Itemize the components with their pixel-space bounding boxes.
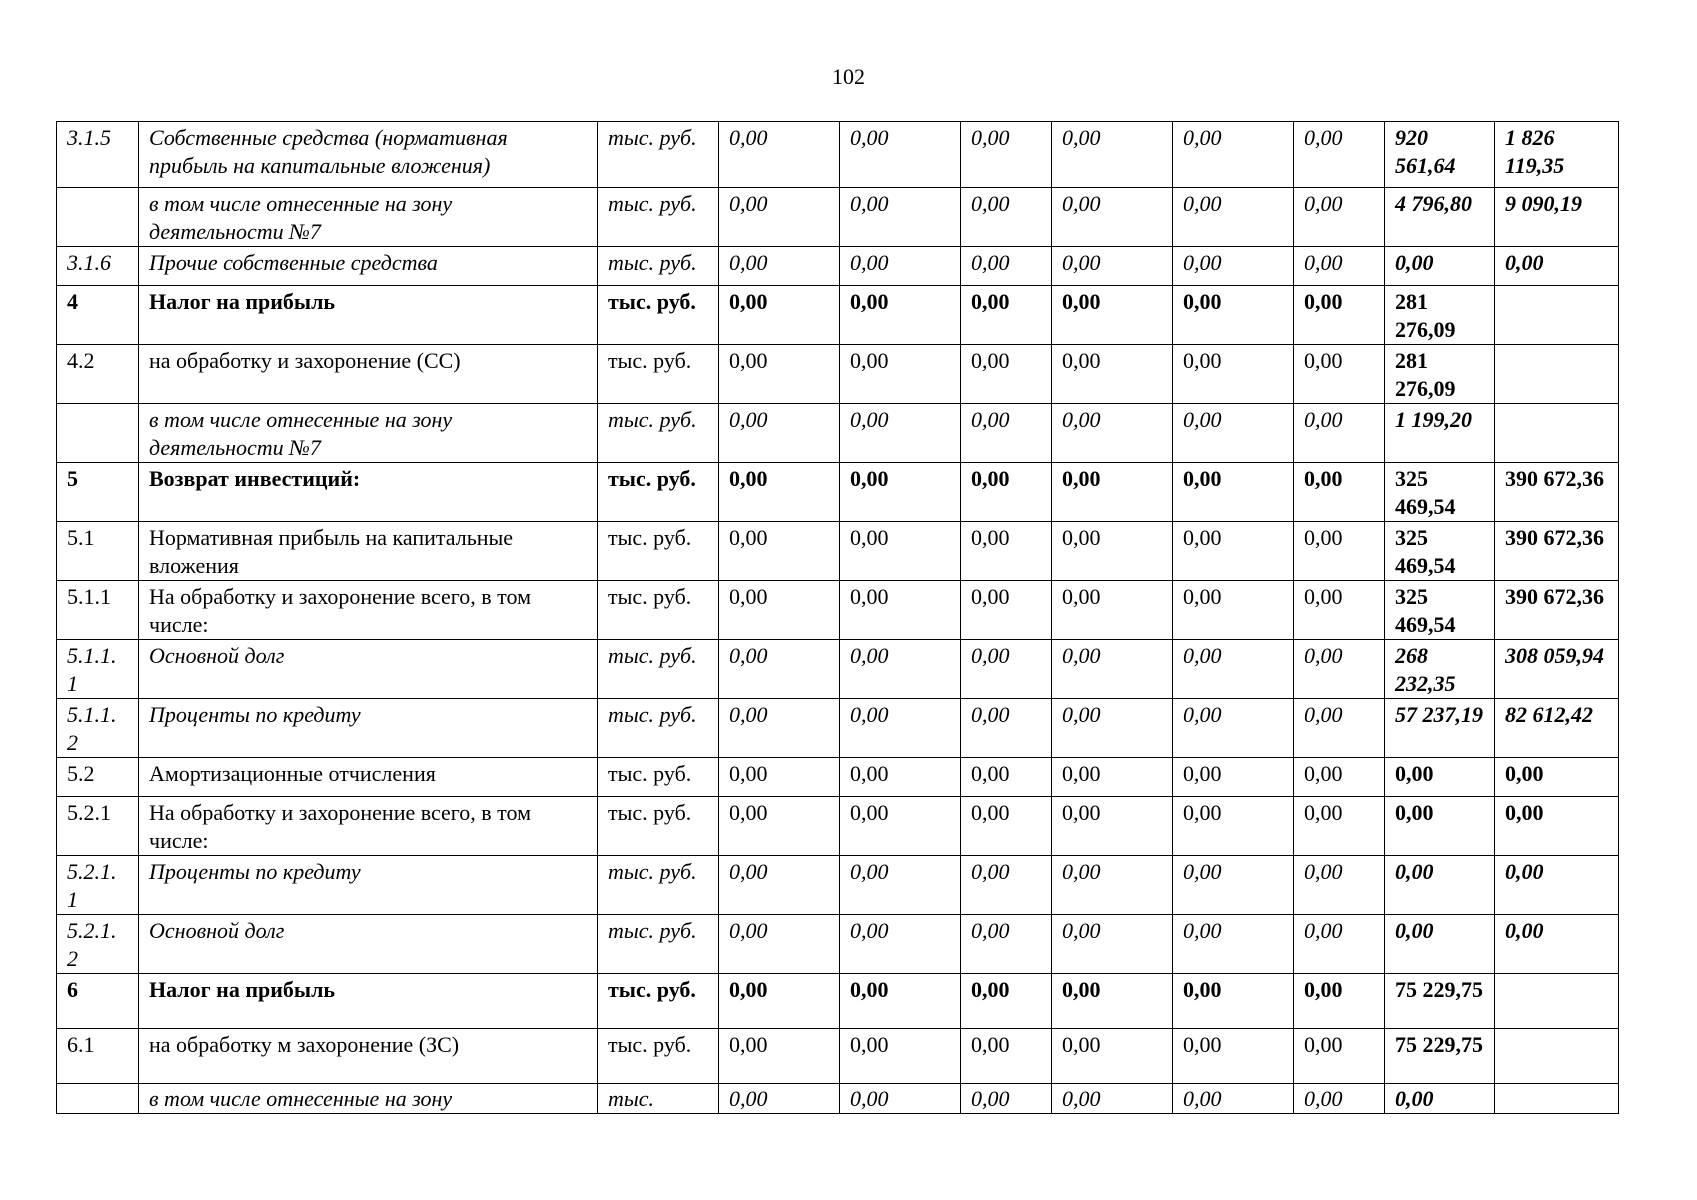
value-cell: 0,00 <box>840 404 961 463</box>
unit-cell: тыс. руб. <box>598 1029 719 1084</box>
row-number-cell <box>57 404 139 463</box>
value-cell: 0,00 <box>1173 1029 1294 1084</box>
value-cell: 0,00 <box>719 404 840 463</box>
unit-cell: тыс. руб. <box>598 522 719 581</box>
row-name-cell: Нормативная прибыль на капитальные вложения <box>139 522 598 581</box>
row-number-cell: 5.2.1 <box>57 797 139 856</box>
table-row <box>57 974 1619 1029</box>
row-number-cell <box>57 1084 139 1114</box>
value-cell: 0,00 <box>840 581 961 640</box>
value-cell: 0,00 <box>961 1029 1052 1084</box>
value-cell: 0,00 <box>719 1029 840 1084</box>
unit-cell: тыс. <box>598 1084 719 1114</box>
total-cell-1: 75 229,75 <box>1385 974 1495 1029</box>
table-row <box>57 915 1619 974</box>
row-number-cell: 5.2 <box>57 758 139 797</box>
value-cell: 0,00 <box>1173 640 1294 699</box>
value-cell: 0,00 <box>1294 699 1385 758</box>
value-cell: 0,00 <box>840 797 961 856</box>
value-cell: 0,00 <box>1294 581 1385 640</box>
unit-cell: тыс. руб. <box>598 463 719 522</box>
value-cell: 0,00 <box>719 286 840 345</box>
total-cell-1: 281 276,09 <box>1385 345 1495 404</box>
row-name-cell: Проценты по кредиту <box>139 856 598 915</box>
unit-cell: тыс. руб. <box>598 247 719 286</box>
value-cell: 0,00 <box>1052 463 1173 522</box>
value-cell: 0,00 <box>1294 640 1385 699</box>
value-cell: 0,00 <box>1052 1029 1173 1084</box>
value-cell: 0,00 <box>1052 856 1173 915</box>
total-cell-1: 1 199,20 <box>1385 404 1495 463</box>
value-cell: 0,00 <box>961 640 1052 699</box>
total-cell-1: 325 469,54 <box>1385 463 1495 522</box>
value-cell: 0,00 <box>1173 1084 1294 1114</box>
value-cell: 0,00 <box>719 1084 840 1114</box>
value-cell: 0,00 <box>961 758 1052 797</box>
row-number-cell: 5.2.1. 2 <box>57 915 139 974</box>
value-cell: 0,00 <box>719 758 840 797</box>
value-cell: 0,00 <box>1173 188 1294 247</box>
value-cell: 0,00 <box>1294 463 1385 522</box>
table-row <box>57 463 1619 522</box>
value-cell: 0,00 <box>840 1029 961 1084</box>
total-cell-2: 0,00 <box>1495 915 1619 974</box>
value-cell: 0,00 <box>1173 286 1294 345</box>
value-cell: 0,00 <box>719 699 840 758</box>
value-cell: 0,00 <box>961 581 1052 640</box>
total-cell-1: 75 229,75 <box>1385 1029 1495 1084</box>
value-cell: 0,00 <box>840 522 961 581</box>
unit-cell: тыс. руб. <box>598 856 719 915</box>
value-cell: 0,00 <box>1173 856 1294 915</box>
table-row <box>57 188 1619 247</box>
row-name-cell: Амортизационные отчисления <box>139 758 598 797</box>
value-cell: 0,00 <box>1294 522 1385 581</box>
row-number-cell: 3.1.6 <box>57 247 139 286</box>
row-number-cell: 5 <box>57 463 139 522</box>
value-cell: 0,00 <box>719 856 840 915</box>
value-cell: 0,00 <box>1173 699 1294 758</box>
row-name-cell: в том числе отнесенные на зону деятельности №7 <box>139 404 598 463</box>
value-cell: 0,00 <box>1173 581 1294 640</box>
value-cell: 0,00 <box>1294 915 1385 974</box>
unit-cell: тыс. руб. <box>598 404 719 463</box>
value-cell: 0,00 <box>840 122 961 188</box>
total-cell-1: 0,00 <box>1385 856 1495 915</box>
value-cell: 0,00 <box>961 247 1052 286</box>
total-cell-2: 1 826 119,35 <box>1495 122 1619 188</box>
row-name-cell: Основной долг <box>139 640 598 699</box>
value-cell: 0,00 <box>1173 404 1294 463</box>
value-cell: 0,00 <box>840 758 961 797</box>
unit-cell: тыс. руб. <box>598 640 719 699</box>
total-cell-2: 308 059,94 <box>1495 640 1619 699</box>
value-cell: 0,00 <box>719 247 840 286</box>
total-cell-2: 390 672,36 <box>1495 463 1619 522</box>
value-cell: 0,00 <box>1294 345 1385 404</box>
table-row <box>57 345 1619 404</box>
table-row <box>57 758 1619 797</box>
row-number-cell: 4.2 <box>57 345 139 404</box>
total-cell-2: 0,00 <box>1495 247 1619 286</box>
value-cell: 0,00 <box>840 856 961 915</box>
total-cell-1: 0,00 <box>1385 1084 1495 1114</box>
value-cell: 0,00 <box>840 463 961 522</box>
total-cell-2: 390 672,36 <box>1495 522 1619 581</box>
total-cell-1: 325 469,54 <box>1385 522 1495 581</box>
total-cell-1: 0,00 <box>1385 915 1495 974</box>
table-row <box>57 522 1619 581</box>
row-name-cell: Налог на прибыль <box>139 974 598 1029</box>
table-row <box>57 699 1619 758</box>
value-cell: 0,00 <box>961 699 1052 758</box>
value-cell: 0,00 <box>719 915 840 974</box>
total-cell-2 <box>1495 1084 1619 1114</box>
total-cell-2: 390 672,36 <box>1495 581 1619 640</box>
total-cell-2: 9 090,19 <box>1495 188 1619 247</box>
value-cell: 0,00 <box>961 797 1052 856</box>
row-name-cell: на обработку и захоронение (СС) <box>139 345 598 404</box>
total-cell-1: 325 469,54 <box>1385 581 1495 640</box>
row-number-cell: 6 <box>57 974 139 1029</box>
table-body <box>57 122 1619 1114</box>
value-cell: 0,00 <box>1173 797 1294 856</box>
unit-cell: тыс. руб. <box>598 286 719 345</box>
value-cell: 0,00 <box>961 404 1052 463</box>
total-cell-1: 0,00 <box>1385 758 1495 797</box>
value-cell: 0,00 <box>1294 122 1385 188</box>
value-cell: 0,00 <box>1294 856 1385 915</box>
unit-cell: тыс. руб. <box>598 797 719 856</box>
value-cell: 0,00 <box>1294 797 1385 856</box>
row-name-cell: Собственные средства (нормативная прибыль на капитальные вложения) <box>139 122 598 188</box>
value-cell: 0,00 <box>1052 404 1173 463</box>
total-cell-2 <box>1495 974 1619 1029</box>
value-cell: 0,00 <box>719 122 840 188</box>
table-row <box>57 640 1619 699</box>
table-row <box>57 404 1619 463</box>
value-cell: 0,00 <box>1052 1084 1173 1114</box>
total-cell-2 <box>1495 345 1619 404</box>
row-name-cell: На обработку и захоронение всего, в том числе: <box>139 581 598 640</box>
unit-cell: тыс. руб. <box>598 699 719 758</box>
value-cell: 0,00 <box>961 345 1052 404</box>
value-cell: 0,00 <box>1052 758 1173 797</box>
row-name-cell: в том числе отнесенные на зону <box>139 1084 598 1114</box>
value-cell: 0,00 <box>961 463 1052 522</box>
row-name-cell: Проценты по кредиту <box>139 699 598 758</box>
value-cell: 0,00 <box>719 463 840 522</box>
row-number-cell: 4 <box>57 286 139 345</box>
value-cell: 0,00 <box>1173 247 1294 286</box>
value-cell: 0,00 <box>1173 463 1294 522</box>
unit-cell: тыс. руб. <box>598 915 719 974</box>
financial-table <box>56 121 1619 1114</box>
table-row <box>57 1029 1619 1084</box>
table-row <box>57 286 1619 345</box>
unit-cell: тыс. руб. <box>598 758 719 797</box>
value-cell: 0,00 <box>1052 640 1173 699</box>
value-cell: 0,00 <box>1052 915 1173 974</box>
value-cell: 0,00 <box>961 915 1052 974</box>
total-cell-2 <box>1495 1029 1619 1084</box>
row-name-cell: Основной долг <box>139 915 598 974</box>
value-cell: 0,00 <box>961 522 1052 581</box>
unit-cell: тыс. руб. <box>598 974 719 1029</box>
unit-cell: тыс. руб. <box>598 122 719 188</box>
value-cell: 0,00 <box>1052 345 1173 404</box>
total-cell-2: 0,00 <box>1495 856 1619 915</box>
page-number: 102 <box>832 64 865 89</box>
value-cell: 0,00 <box>719 640 840 699</box>
table-row <box>57 1084 1619 1114</box>
value-cell: 0,00 <box>1294 1029 1385 1084</box>
value-cell: 0,00 <box>1173 522 1294 581</box>
total-cell-2: 82 612,42 <box>1495 699 1619 758</box>
row-number-cell: 6.1 <box>57 1029 139 1084</box>
value-cell: 0,00 <box>1052 188 1173 247</box>
value-cell: 0,00 <box>719 581 840 640</box>
value-cell: 0,00 <box>1173 758 1294 797</box>
table-row <box>57 856 1619 915</box>
table-row <box>57 797 1619 856</box>
value-cell: 0,00 <box>961 856 1052 915</box>
value-cell: 0,00 <box>961 188 1052 247</box>
table-row <box>57 581 1619 640</box>
total-cell-1: 920 561,64 <box>1385 122 1495 188</box>
total-cell-1: 4 796,80 <box>1385 188 1495 247</box>
total-cell-1: 57 237,19 <box>1385 699 1495 758</box>
value-cell: 0,00 <box>840 699 961 758</box>
total-cell-1: 268 232,35 <box>1385 640 1495 699</box>
row-number-cell: 5.1 <box>57 522 139 581</box>
total-cell-1: 281 276,09 <box>1385 286 1495 345</box>
value-cell: 0,00 <box>1052 286 1173 345</box>
row-number-cell <box>57 188 139 247</box>
row-number-cell: 5.2.1. 1 <box>57 856 139 915</box>
table-row <box>57 247 1619 286</box>
value-cell: 0,00 <box>840 188 961 247</box>
value-cell: 0,00 <box>1052 247 1173 286</box>
unit-cell: тыс. руб. <box>598 188 719 247</box>
value-cell: 0,00 <box>1052 581 1173 640</box>
value-cell: 0,00 <box>1173 915 1294 974</box>
value-cell: 0,00 <box>1294 758 1385 797</box>
value-cell: 0,00 <box>840 286 961 345</box>
value-cell: 0,00 <box>1052 797 1173 856</box>
total-cell-1: 0,00 <box>1385 247 1495 286</box>
value-cell: 0,00 <box>1294 404 1385 463</box>
value-cell: 0,00 <box>1173 974 1294 1029</box>
total-cell-2 <box>1495 404 1619 463</box>
total-cell-2 <box>1495 286 1619 345</box>
value-cell: 0,00 <box>1294 286 1385 345</box>
unit-cell: тыс. руб. <box>598 581 719 640</box>
value-cell: 0,00 <box>961 974 1052 1029</box>
value-cell: 0,00 <box>961 286 1052 345</box>
value-cell: 0,00 <box>1294 247 1385 286</box>
value-cell: 0,00 <box>961 122 1052 188</box>
value-cell: 0,00 <box>1052 522 1173 581</box>
value-cell: 0,00 <box>1052 122 1173 188</box>
value-cell: 0,00 <box>961 1084 1052 1114</box>
value-cell: 0,00 <box>840 915 961 974</box>
value-cell: 0,00 <box>1294 188 1385 247</box>
value-cell: 0,00 <box>840 640 961 699</box>
value-cell: 0,00 <box>840 1084 961 1114</box>
value-cell: 0,00 <box>719 345 840 404</box>
row-name-cell: в том числе отнесенные на зону деятельности №7 <box>139 188 598 247</box>
row-name-cell: Налог на прибыль <box>139 286 598 345</box>
row-name-cell: На обработку и захоронение всего, в том числе: <box>139 797 598 856</box>
value-cell: 0,00 <box>1294 974 1385 1029</box>
row-number-cell: 5.1.1. 2 <box>57 699 139 758</box>
total-cell-1: 0,00 <box>1385 797 1495 856</box>
row-name-cell: Прочие собственные средства <box>139 247 598 286</box>
row-number-cell: 5.1.1 <box>57 581 139 640</box>
value-cell: 0,00 <box>719 797 840 856</box>
value-cell: 0,00 <box>840 247 961 286</box>
value-cell: 0,00 <box>719 522 840 581</box>
value-cell: 0,00 <box>840 345 961 404</box>
unit-cell: тыс. руб. <box>598 345 719 404</box>
value-cell: 0,00 <box>1173 345 1294 404</box>
value-cell: 0,00 <box>840 974 961 1029</box>
value-cell: 0,00 <box>1052 974 1173 1029</box>
total-cell-2: 0,00 <box>1495 797 1619 856</box>
row-number-cell: 5.1.1. 1 <box>57 640 139 699</box>
value-cell: 0,00 <box>1294 1084 1385 1114</box>
row-name-cell: Возврат инвестиций: <box>139 463 598 522</box>
value-cell: 0,00 <box>1052 699 1173 758</box>
value-cell: 0,00 <box>719 188 840 247</box>
total-cell-2: 0,00 <box>1495 758 1619 797</box>
table-row <box>57 122 1619 188</box>
value-cell: 0,00 <box>719 974 840 1029</box>
row-name-cell: на обработку м захоронение (ЗС) <box>139 1029 598 1084</box>
value-cell: 0,00 <box>1173 122 1294 188</box>
row-number-cell: 3.1.5 <box>57 122 139 188</box>
